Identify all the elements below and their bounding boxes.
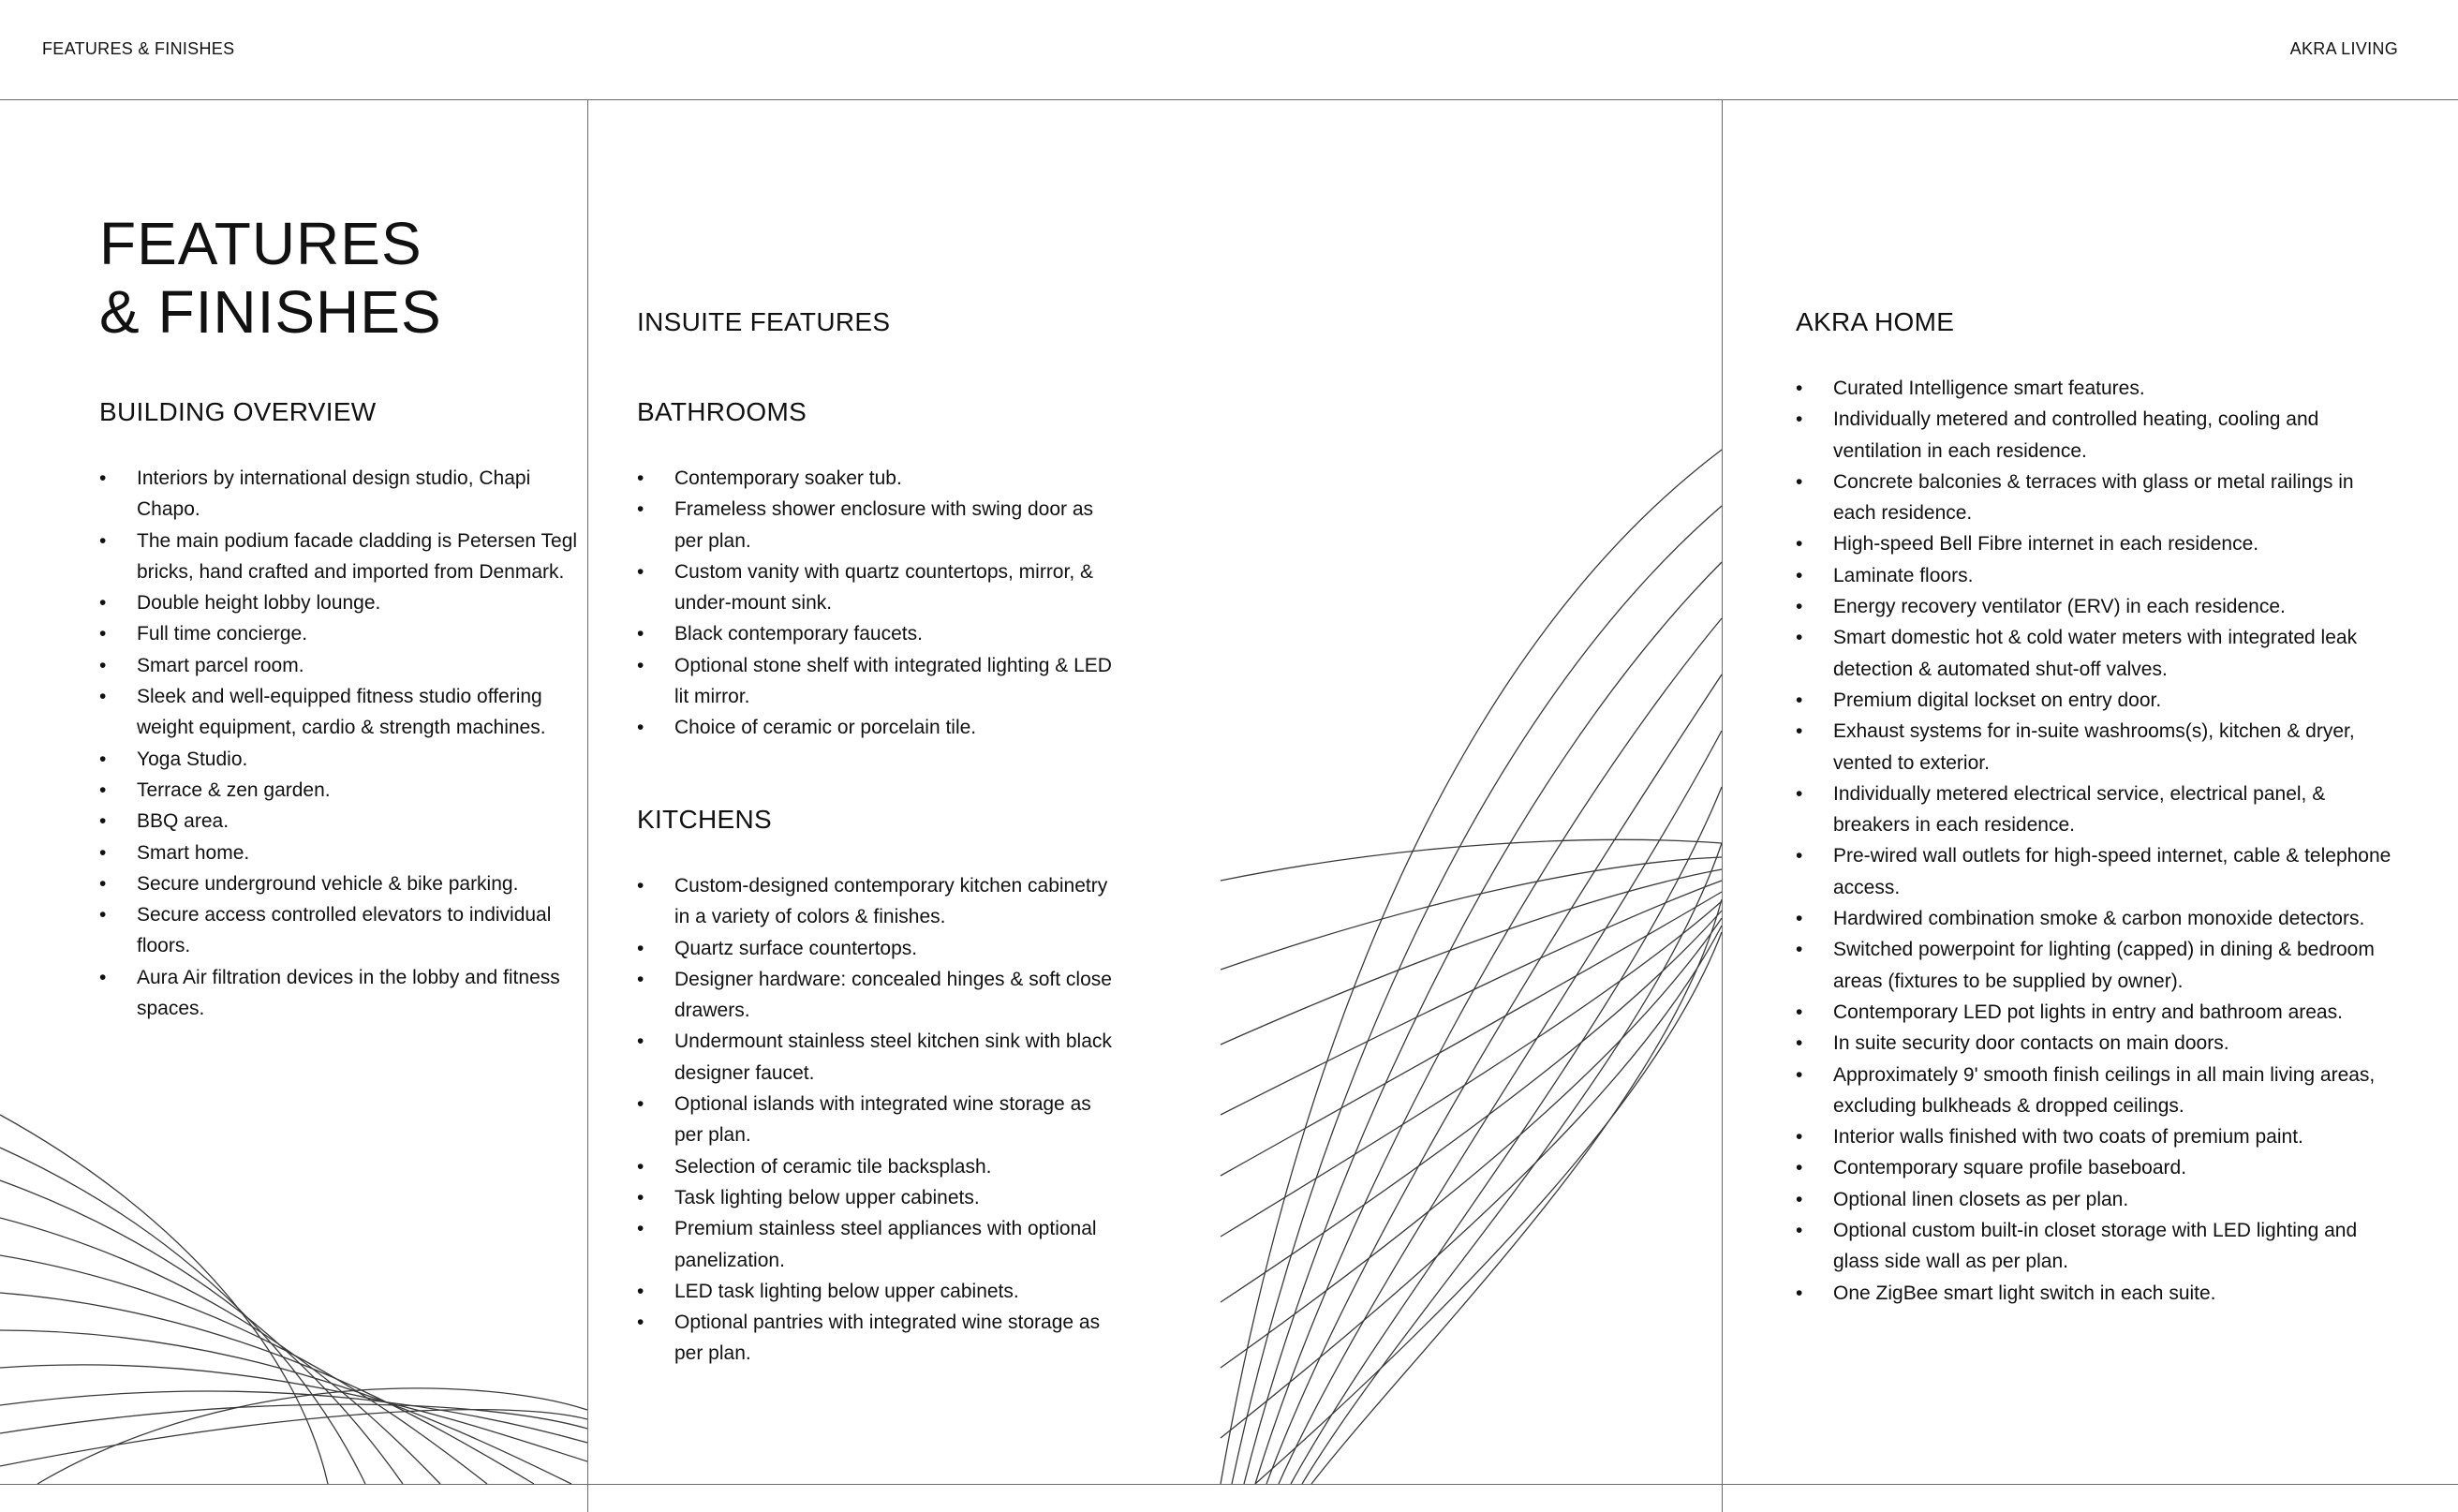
list-item: • Hardwired combination smoke & carbon monoxide detectors. (1796, 903, 2395, 934)
list-item: • Contemporary soaker tub. (637, 463, 1124, 494)
list-item: • Undermount stainless steel kitchen sink with black designer faucet. (637, 1026, 1124, 1089)
list-item: • Contemporary square profile baseboard. (1796, 1152, 2395, 1183)
list-item: • Custom vanity with quartz countertops, mirror, & under-mount sink. (637, 556, 1124, 619)
building-overview-list (99, 463, 586, 1024)
list-item: • Selection of ceramic tile backsplash. (637, 1151, 1124, 1182)
header-section-label: FEATURES & FINISHES (42, 39, 235, 58)
list-item: • Smart domestic hot & cold water meters with integrated leak detection & automated shut-off valves. (1796, 622, 2395, 685)
page-title-line-2: & FINISHES (99, 278, 442, 346)
list-item: • Individually metered and controlled heating, cooling and ventilation in each residence. (1796, 404, 2395, 467)
list-item: • Approximately 9' smooth finish ceilings in all main living areas, excluding bulkheads & dropped ceilings. (1796, 1060, 2395, 1122)
list-item: • Sleek and well-equipped fitness studio offering weight equipment, cardio & strength machines. (99, 681, 586, 744)
list-item: • Yoga Studio. (99, 744, 586, 775)
page-title (99, 210, 442, 347)
list-item: • Terrace & zen garden. (99, 775, 586, 806)
list-item: • Designer hardware: concealed hinges & soft close drawers. (637, 964, 1124, 1027)
list-item: • Laminate floors. (1796, 560, 2395, 591)
bathrooms-heading: BATHROOMS (637, 397, 807, 426)
list-item: • Task lighting below upper cabinets. (637, 1182, 1124, 1213)
akra-home-list (1796, 373, 2395, 1309)
list-item: • Aura Air filtration devices in the lobby and fitness spaces. (99, 962, 586, 1025)
list-item: • Switched powerpoint for lighting (capped) in dining & bedroom areas (fixtures to be supplied by owner). (1796, 934, 2395, 997)
list-item: • Exhaust systems for in-suite washrooms(s), kitchen & dryer, vented to exterior. (1796, 716, 2395, 778)
list-item: • Optional islands with integrated wine storage as per plan. (637, 1089, 1124, 1151)
list-item: • High-speed Bell Fibre internet in each residence. (1796, 528, 2395, 559)
list-item: • Choice of ceramic or porcelain tile. (637, 712, 1124, 743)
list-item: • Curated Intelligence smart features. (1796, 373, 2395, 404)
list-item: • Premium digital lockset on entry door. (1796, 685, 2395, 716)
list-item: • Double height lobby lounge. (99, 587, 586, 618)
list-item: • The main podium facade cladding is Petersen Tegl bricks, hand crafted and imported from Denmark. (99, 526, 586, 588)
building-overview-heading: BUILDING OVERVIEW (99, 397, 377, 426)
list-item: • Smart home. (99, 838, 586, 868)
list-item: • Optional linen closets as per plan. (1796, 1184, 2395, 1215)
column-divider-left (587, 99, 588, 1512)
page-title-line-1: FEATURES (99, 210, 422, 277)
akra-home-heading: AKRA HOME (1796, 307, 1955, 336)
list-item: • In suite security door contacts on main doors. (1796, 1028, 2395, 1059)
list-item: • LED task lighting below upper cabinets. (637, 1276, 1124, 1307)
bathrooms-list (637, 463, 1124, 744)
list-item: • Secure underground vehicle & bike parking. (99, 868, 586, 899)
list-item: • Custom-designed contemporary kitchen cabinetry in a variety of colors & finishes. (637, 870, 1124, 933)
header-divider (0, 99, 2458, 100)
list-item: • Individually metered electrical service, electrical panel, & breakers in each residence. (1796, 778, 2395, 841)
list-item: • Interior walls finished with two coats of premium paint. (1796, 1121, 2395, 1152)
list-item: • Secure access controlled elevators to individual floors. (99, 899, 586, 962)
footer-divider (0, 1484, 2458, 1485)
list-item: • One ZigBee smart light switch in each suite. (1796, 1278, 2395, 1309)
list-item: • Premium stainless steel appliances with optional panelization. (637, 1213, 1124, 1276)
list-item: • Concrete balconies & terraces with glass or metal railings in each residence. (1796, 467, 2395, 529)
list-item: • Pre-wired wall outlets for high-speed internet, cable & telephone access. (1796, 840, 2395, 903)
list-item: • Energy recovery ventilator (ERV) in each residence. (1796, 591, 2395, 622)
kitchens-list (637, 870, 1124, 1370)
header-brand-label: AKRA LIVING (2289, 39, 2398, 58)
column-divider-right (1722, 99, 1723, 1512)
list-item: • Optional custom built-in closet storage with LED lighting and glass side wall as per plan. (1796, 1215, 2395, 1278)
insuite-features-heading: INSUITE FEATURES (637, 307, 891, 336)
list-item: • Optional stone shelf with integrated lighting & LED lit mirror. (637, 650, 1124, 713)
list-item: • Interiors by international design studio, Chapi Chapo. (99, 463, 586, 526)
list-item: • BBQ area. (99, 806, 586, 837)
list-item: • Black contemporary faucets. (637, 618, 1124, 649)
list-item: • Full time concierge. (99, 618, 586, 649)
list-item: • Frameless shower enclosure with swing door as per plan. (637, 494, 1124, 556)
list-item: • Contemporary LED pot lights in entry and bathroom areas. (1796, 997, 2395, 1028)
kitchens-heading: KITCHENS (637, 805, 772, 834)
list-item: • Optional pantries with integrated wine storage as per plan. (637, 1307, 1124, 1370)
list-item: • Smart parcel room. (99, 650, 586, 681)
list-item: • Quartz surface countertops. (637, 933, 1124, 964)
